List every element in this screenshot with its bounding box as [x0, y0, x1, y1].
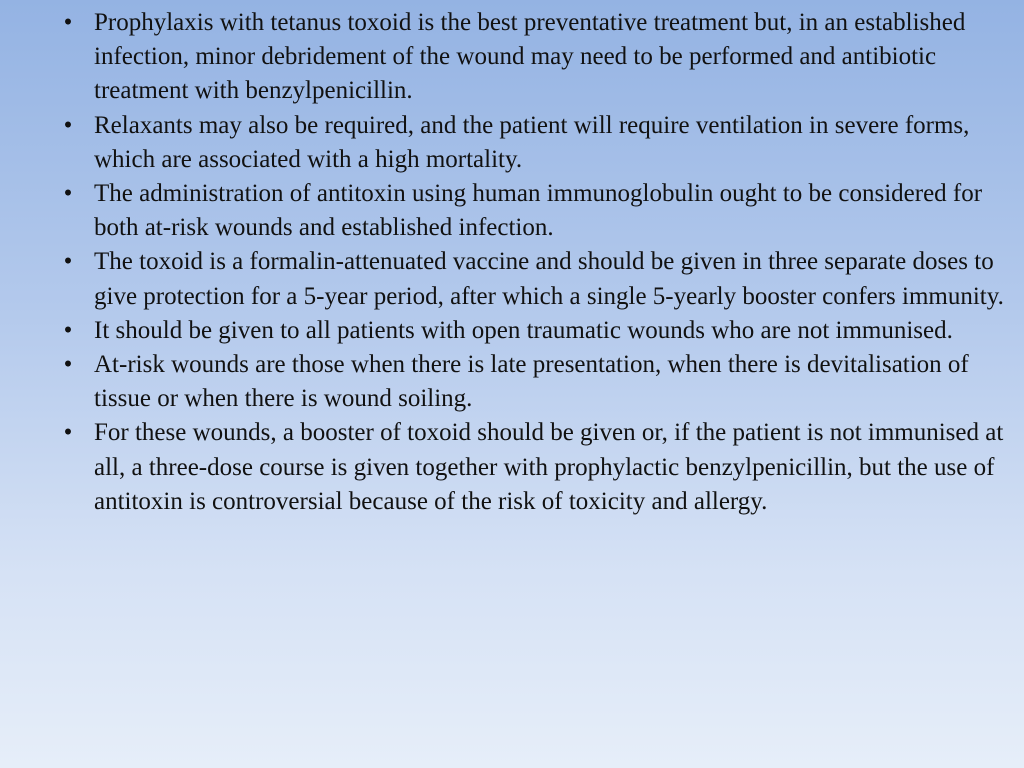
bullet-text: The toxoid is a formalin-attenuated vaccine and should be given in three separate doses to give protection for a 5-year period, after which a single 5-yearly booster confers immunity. [94, 248, 1004, 310]
bullet-text: For these wounds, a booster of toxoid should be given or, if the patient is not immunised at all, a three-dose course is given together with prophylactic benzylpenicillin, but the use of antitoxin is controversial because of the risk of toxicity and allergy. [94, 419, 1004, 515]
bullet-text: It should be given to all patients with open traumatic wounds who are not immunised. [94, 316, 953, 344]
bullet-icon: • [63, 180, 73, 208]
bullet-text: The administration of antitoxin using human immunoglobulin ought to be considered for both at-risk wounds and established infection. [94, 180, 983, 242]
bullet-item [58, 6, 1018, 109]
bullet-icon: • [63, 248, 73, 276]
bullet-icon: • [63, 111, 73, 139]
bullet-icon: • [63, 351, 73, 379]
bullet-icon: • [63, 419, 73, 447]
bullet-list [58, 6, 1018, 519]
bullet-item [58, 245, 1018, 313]
bullet-item [58, 348, 1018, 416]
bullet-item [58, 416, 1018, 519]
bullet-item [58, 314, 1018, 348]
bullet-icon: • [63, 9, 73, 36]
bullet-item [58, 109, 1018, 177]
bullet-text: Relaxants may also be required, and the patient will require ventilation in severe forms, which are associated with a high mortality. [94, 111, 970, 173]
bullet-icon: • [63, 316, 73, 344]
bullet-item [58, 177, 1018, 245]
bullet-text: Prophylaxis with tetanus toxoid is the best preventative treatment but, in an established infection, minor debridement of the wound may need to be performed and antibiotic treatment with benzylpenicillin. [94, 9, 966, 105]
bullet-text: At-risk wounds are those when there is late presentation, when there is devitalisation of tissue or when there is wound soiling. [94, 351, 969, 413]
